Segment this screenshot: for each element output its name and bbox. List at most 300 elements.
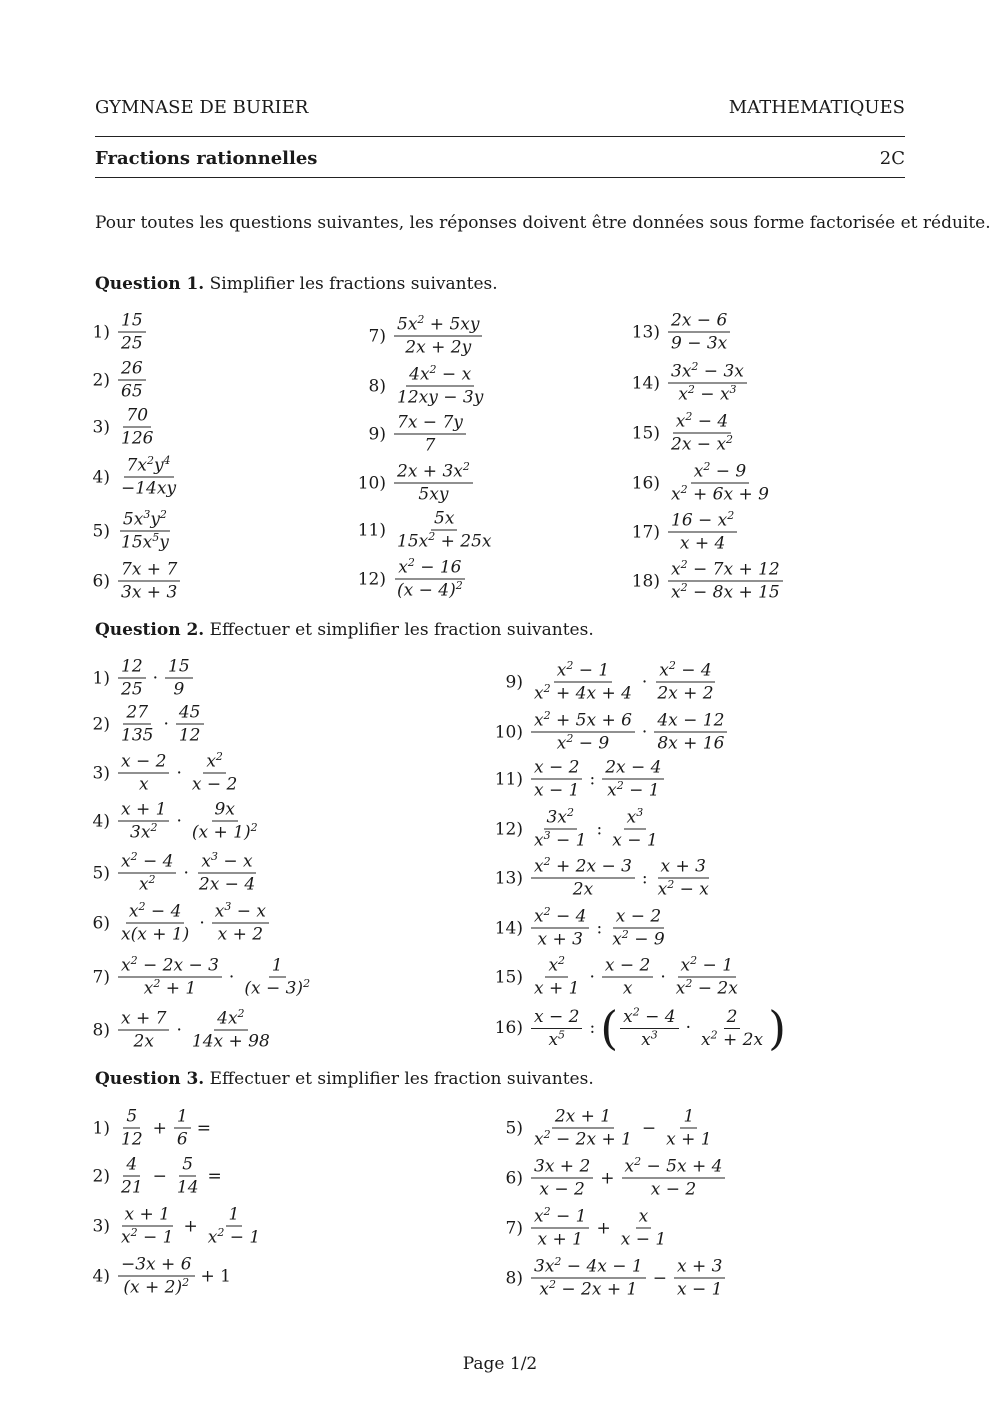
topic-title: Fractions rationnelles <box>95 148 318 169</box>
operator: + <box>183 1216 198 1236</box>
fraction <box>394 412 466 457</box>
operator: : <box>596 918 603 938</box>
exercise-expression <box>666 411 738 456</box>
exercise-expression <box>529 1106 717 1151</box>
exercise-expression <box>116 751 242 796</box>
operator: · <box>641 672 648 692</box>
exercise-number: 15) <box>494 967 523 987</box>
exercise-expression <box>116 851 260 896</box>
fraction <box>118 1154 146 1199</box>
exercise-q2-7 <box>92 955 315 1000</box>
denominator: $x^2 - 9$ <box>612 927 665 950</box>
operator: + <box>152 1118 167 1138</box>
numerator: 1 <box>226 1204 243 1227</box>
numerator: x + 7 <box>118 1008 169 1031</box>
exercise-q1-17 <box>631 508 739 555</box>
exercise-number: 9) <box>368 424 386 444</box>
exercise-expression <box>392 557 468 602</box>
numerator: $4x^2$ <box>214 1008 247 1031</box>
operator: · <box>228 967 235 987</box>
fraction <box>531 1206 589 1251</box>
fraction <box>531 807 589 852</box>
exercise-expression <box>116 509 174 554</box>
expression-tail: + 1 <box>200 1266 231 1286</box>
fraction <box>668 461 772 506</box>
exercise-number: 6) <box>505 1168 523 1188</box>
denominator: 12xy − 3y <box>397 387 484 408</box>
operator: + <box>600 1168 615 1188</box>
numerator: x + 1 <box>118 799 169 822</box>
exercise-expression <box>666 559 785 604</box>
exercise-number: 12) <box>494 819 523 839</box>
fraction <box>212 901 269 946</box>
exercise-number: 8) <box>505 1268 523 1288</box>
numerator: $x^2 + 2x - 3$ <box>531 856 635 879</box>
numerator: $16 - x^2$ <box>668 510 737 533</box>
denominator: $x^2 - 2x$ <box>675 976 738 999</box>
denominator: $x^5$ <box>548 1027 566 1050</box>
operator: − <box>641 1118 657 1138</box>
exercise-q1-3 <box>92 405 158 450</box>
denominator: $3x^2$ <box>130 820 158 843</box>
exercise-q3-1 <box>92 1106 211 1151</box>
denominator: x − 2 <box>539 1179 585 1200</box>
fraction <box>189 751 240 796</box>
denominator: 2x + 2y <box>405 337 472 358</box>
numerator: 26 <box>118 358 146 381</box>
fraction <box>118 851 176 896</box>
exercise-number: 1) <box>92 668 110 688</box>
fraction <box>118 358 146 403</box>
operator: : <box>641 868 648 888</box>
numerator: 9x <box>212 799 238 822</box>
exercise-q3-2 <box>92 1154 222 1199</box>
fraction <box>118 509 172 554</box>
fraction <box>609 906 667 951</box>
numerator: $3x^2 - 3x$ <box>668 361 747 384</box>
fraction <box>531 660 635 705</box>
fraction <box>118 1254 195 1299</box>
numerator: $2x + 3x^2$ <box>394 461 473 484</box>
denominator: $(x - 3)^2$ <box>244 976 311 999</box>
denominator: 14 <box>176 1177 199 1198</box>
numerator: 4 <box>123 1154 140 1177</box>
denominator: x + 4 <box>679 533 726 554</box>
fraction <box>668 411 736 456</box>
question-1-text: Simplifier les fractions suivantes. <box>209 274 498 294</box>
denominator: x − 2 <box>191 774 238 795</box>
exercise-expression <box>529 1001 787 1055</box>
numerator: $3x^2$ <box>544 807 577 830</box>
exercise-expression <box>529 1206 671 1251</box>
question-2-label: Question 2. <box>95 620 205 640</box>
numerator: $x^2$ <box>545 955 568 978</box>
denominator: $x^2 - 1$ <box>207 1225 261 1248</box>
exercise-q1-5 <box>92 509 174 554</box>
exercise-q2-8 <box>92 1008 275 1053</box>
fraction <box>394 364 486 409</box>
denominator: 12 <box>178 725 201 746</box>
class-label: 2C <box>879 148 905 169</box>
operator: · <box>685 1018 692 1038</box>
numerator: 5 <box>123 1106 140 1129</box>
denominator: $x^2 - x$ <box>657 877 709 900</box>
denominator: 135 <box>121 725 154 746</box>
exercise-q2-5 <box>92 851 260 896</box>
fraction <box>165 656 193 701</box>
fraction <box>654 710 727 755</box>
denominator: $x^2 - 1$ <box>121 1225 174 1248</box>
numerator: $5x^2 + 5xy$ <box>394 314 482 337</box>
denominator: $x^2$ <box>138 872 156 895</box>
exercise-q2-3 <box>92 751 242 796</box>
fraction <box>118 405 156 450</box>
denominator: $x^2 - 2x + 1$ <box>534 1127 632 1150</box>
question-3-label: Question 3. <box>95 1069 205 1089</box>
denominator: 14x + 98 <box>191 1031 270 1052</box>
fraction <box>698 1006 766 1051</box>
denominator: 2x + 2 <box>657 683 714 704</box>
fraction <box>174 1106 191 1151</box>
exercise-expression <box>529 1156 727 1201</box>
numerator: $x^2 - 4$ <box>656 660 714 683</box>
numerator: 2x − 6 <box>668 310 730 333</box>
numerator: 5 <box>179 1154 196 1177</box>
exercise-number: 4) <box>92 811 110 831</box>
exercise-number: 14) <box>494 918 523 938</box>
exercise-expression <box>116 1008 275 1053</box>
exercise-number: 17) <box>631 522 660 542</box>
numerator: $x^2 - 1$ <box>554 660 612 683</box>
numerator: x + 1 <box>122 1204 173 1227</box>
operator: · <box>176 1020 182 1040</box>
operator: : <box>589 1018 596 1038</box>
numerator: $4x^2 - x$ <box>406 364 474 387</box>
denominator: x + 3 <box>537 929 583 950</box>
exercise-q1-2 <box>92 358 148 403</box>
exercise-q1-11 <box>357 508 497 553</box>
fraction <box>118 310 146 355</box>
exercise-q3-7 <box>505 1206 671 1251</box>
exercise-q3-6 <box>505 1156 727 1201</box>
denominator: 12 <box>121 1129 143 1150</box>
denominator: 8x + 16 <box>657 733 725 754</box>
fraction <box>654 660 716 705</box>
exercise-q2-15 <box>494 953 743 1000</box>
numerator: 5x <box>431 508 457 531</box>
instructions: Pour toutes les questions suivantes, les réponses doivent être données sous forme factorisée et réduite. <box>95 213 991 233</box>
exercise-q2-12 <box>494 805 663 852</box>
operator: · <box>183 863 189 883</box>
denominator: $x^2 + 1$ <box>143 976 197 999</box>
fraction <box>118 1008 169 1053</box>
denominator: x − 1 <box>534 780 580 801</box>
exercise-expression <box>116 455 181 500</box>
exercise-q2-10 <box>494 708 729 755</box>
fraction <box>531 856 635 901</box>
numerator: 3x + 2 <box>531 1156 593 1179</box>
numerator: 12 <box>118 656 146 679</box>
exercise-expression <box>116 955 315 1000</box>
exercise-q1-8 <box>368 364 488 409</box>
denominator: $x^2 + 4x + 4$ <box>534 681 632 704</box>
exercise-expression <box>529 710 729 755</box>
fraction <box>205 1204 263 1249</box>
exercise-expression <box>666 310 732 355</box>
page-number: Page 1/2 <box>462 1354 538 1374</box>
exercise-number: 6) <box>92 571 110 591</box>
exercise-number: 12) <box>357 569 386 589</box>
denominator: x <box>622 978 633 999</box>
numerator: 70 <box>123 405 151 428</box>
exercise-q2-13 <box>494 854 714 901</box>
exercise-expression <box>392 364 488 409</box>
denominator: $x^2 + 2x$ <box>701 1027 764 1050</box>
fraction <box>189 1008 273 1053</box>
exercise-q3-4 <box>92 1254 231 1299</box>
numerator: 27 <box>123 702 151 725</box>
exercise-expression <box>116 1154 222 1199</box>
fraction <box>531 1156 593 1201</box>
numerator: 1 <box>174 1106 191 1129</box>
exercise-number: 7) <box>505 1218 523 1238</box>
fraction <box>241 955 313 1000</box>
exercise-number: 16) <box>631 473 660 493</box>
exercise-number: 7) <box>368 326 386 346</box>
denominator: x + 1 <box>537 1229 583 1250</box>
denominator: $(x + 2)^2$ <box>123 1275 190 1298</box>
numerator: 2x − 4 <box>602 757 664 780</box>
exercise-expression <box>116 559 182 604</box>
exercise-q1-18 <box>631 557 785 604</box>
denominator: $15x^5y$ <box>121 530 169 553</box>
denominator: $2x - x^2$ <box>671 432 734 455</box>
exercise-expression <box>116 358 148 403</box>
fraction <box>531 906 589 951</box>
exercise-expression <box>529 856 714 901</box>
numerator: 1 <box>269 955 286 978</box>
exercise-expression <box>392 412 468 457</box>
numerator: $x^2$ <box>203 751 226 774</box>
fraction <box>531 955 582 1000</box>
exercise-number: 3) <box>92 1216 110 1236</box>
exercise-q3-5 <box>505 1106 717 1151</box>
exercise-q2-9 <box>505 660 719 705</box>
denominator: $(x + 1)^2$ <box>191 820 258 843</box>
exercise-q2-16 <box>494 1001 787 1055</box>
exercise-expression <box>529 906 670 951</box>
fraction <box>531 1006 582 1051</box>
numerator: $x^2 - 4$ <box>531 906 589 929</box>
exercise-number: 4) <box>92 1266 110 1286</box>
numerator: $x^3 - x$ <box>212 901 269 924</box>
numerator: $x^2 - 9$ <box>691 461 749 484</box>
denominator: x + 1 <box>534 978 580 999</box>
fraction <box>189 799 261 844</box>
exercise-q2-6 <box>92 901 271 946</box>
numerator: $x^2 - 5x + 4$ <box>622 1156 726 1179</box>
fraction <box>118 901 192 946</box>
operator: − <box>152 1166 167 1186</box>
exercise-number: 7) <box>92 967 110 987</box>
numerator: $3x^2 - 4x - 1$ <box>531 1256 646 1279</box>
expression-tail: = <box>207 1166 222 1186</box>
exercise-number: 14) <box>631 373 660 393</box>
fraction <box>176 702 204 747</box>
exercise-q2-2 <box>92 702 206 747</box>
exercise-number: 4) <box>92 467 110 487</box>
exercise-q1-7 <box>368 314 484 359</box>
exercise-number: 13) <box>494 868 523 888</box>
numerator: x − 2 <box>613 906 664 929</box>
operator: · <box>199 913 205 933</box>
exercise-q3-3 <box>92 1204 265 1249</box>
denominator: x + 2 <box>217 924 264 945</box>
denominator: 9 <box>173 679 185 700</box>
exercise-expression <box>392 508 497 553</box>
fraction <box>618 1206 669 1251</box>
fraction <box>655 856 712 901</box>
exercise-q2-11 <box>494 757 666 802</box>
exercise-expression <box>529 757 666 802</box>
exercise-number: 10) <box>357 473 386 493</box>
exercise-q2-1 <box>92 656 195 701</box>
fraction <box>531 1256 646 1301</box>
fraction <box>196 851 258 896</box>
exercise-expression <box>116 310 148 355</box>
exercise-expression <box>116 702 206 747</box>
fraction <box>673 955 741 1000</box>
denominator: $x^2 - x^3$ <box>678 382 737 405</box>
numerator: 15 <box>118 310 146 333</box>
denominator: x − 1 <box>612 830 658 851</box>
exercise-number: 6) <box>92 913 110 933</box>
operator: · <box>660 967 666 987</box>
denominator: 3x + 3 <box>121 582 178 603</box>
denominator: $x^2 - 1$ <box>607 778 660 801</box>
denominator: 21 <box>121 1177 143 1198</box>
denominator: $x^3$ <box>641 1027 658 1050</box>
exercise-number: 11) <box>494 769 523 789</box>
denominator: 2x <box>572 879 594 900</box>
exercise-number: 11) <box>357 520 386 540</box>
numerator: 2x + 1 <box>552 1106 614 1129</box>
parenthesis: ) <box>768 1001 787 1055</box>
fraction <box>118 559 180 604</box>
numerator: $x^3 - x$ <box>198 851 255 874</box>
exercise-number: 13) <box>631 322 660 342</box>
numerator: −3x + 6 <box>118 1254 195 1277</box>
exercise-q1-14 <box>631 359 749 406</box>
numerator: $x^2 - 4$ <box>673 411 731 434</box>
operator: · <box>176 811 182 831</box>
question-1-title <box>95 274 498 294</box>
exercise-q2-4 <box>92 799 263 844</box>
denominator: $x^3 - 1$ <box>534 828 587 851</box>
parenthesis: ( <box>600 1001 619 1055</box>
fraction <box>394 557 466 602</box>
exercise-q1-10 <box>357 459 475 506</box>
denominator: 2x <box>133 1031 154 1052</box>
exercise-number: 1) <box>92 1118 110 1138</box>
question-1-label: Question 1. <box>95 274 205 294</box>
exercise-q1-12 <box>357 555 468 602</box>
exercise-expression <box>392 314 484 359</box>
exercise-q1-13 <box>631 310 732 355</box>
header-rule-bottom <box>95 177 905 178</box>
numerator: $x^2 - 1$ <box>678 955 736 978</box>
fraction <box>531 757 582 802</box>
numerator: x + 3 <box>674 1256 725 1279</box>
exercise-expression <box>116 799 263 844</box>
numerator: x − 2 <box>118 751 169 774</box>
operator: · <box>589 967 595 987</box>
exercise-number: 2) <box>92 370 110 390</box>
denominator: 5xy <box>418 484 449 505</box>
exercise-number: 2) <box>92 1166 110 1186</box>
exercise-number: 1) <box>92 322 110 342</box>
numerator: 15 <box>165 656 193 679</box>
exercise-number: 16) <box>494 1018 523 1038</box>
exercise-expression <box>666 510 739 555</box>
numerator: $x^2 - 4$ <box>126 901 184 924</box>
exercise-number: 10) <box>494 722 523 742</box>
operator: : <box>596 819 603 839</box>
fraction <box>118 1204 176 1249</box>
denominator: x − 1 <box>676 1279 723 1300</box>
numerator: $x^2 - 1$ <box>531 1206 589 1229</box>
exercise-number: 18) <box>631 571 660 591</box>
question-2-title <box>95 620 594 640</box>
numerator: $7x^2y^4$ <box>124 455 174 478</box>
denominator: 25 <box>121 333 143 354</box>
exercise-q1-9 <box>368 412 468 457</box>
exercise-number: 5) <box>92 521 110 541</box>
denominator: $x^2 - 9$ <box>556 731 610 754</box>
exercise-expression <box>666 461 774 506</box>
denominator: x − 1 <box>620 1229 667 1250</box>
fraction <box>674 1256 725 1301</box>
exercise-expression <box>116 1204 265 1249</box>
numerator: $x^2 - 4$ <box>118 851 176 874</box>
exercise-expression <box>116 901 271 946</box>
header-rule-top <box>95 136 905 137</box>
exercise-expression <box>529 807 663 852</box>
exercise-number: 5) <box>505 1118 523 1138</box>
denominator: $x^2 - 8x + 15$ <box>671 580 780 603</box>
fraction <box>531 1106 635 1151</box>
school-name: GYMNASE DE BURIER <box>95 97 309 118</box>
fraction <box>118 656 146 701</box>
numerator: 45 <box>176 702 204 725</box>
fraction <box>602 757 664 802</box>
operator: · <box>163 714 169 734</box>
fraction <box>118 955 222 1000</box>
exercise-expression <box>392 461 475 506</box>
numerator: $x^2 - 7x + 12$ <box>668 559 783 582</box>
exercise-expression <box>116 1106 211 1151</box>
denominator: 7 <box>424 435 436 456</box>
fraction <box>602 955 653 1000</box>
exercise-expression <box>116 656 195 701</box>
operator: : <box>589 769 596 789</box>
denominator: x − 2 <box>650 1179 697 1200</box>
exercise-q3-8 <box>505 1256 727 1301</box>
question-3-text: Effectuer et simplifier les fraction suivantes. <box>209 1069 594 1089</box>
exercise-q1-16 <box>631 459 774 506</box>
fraction <box>118 455 179 500</box>
denominator: $x^2 - 2x + 1$ <box>539 1277 638 1300</box>
